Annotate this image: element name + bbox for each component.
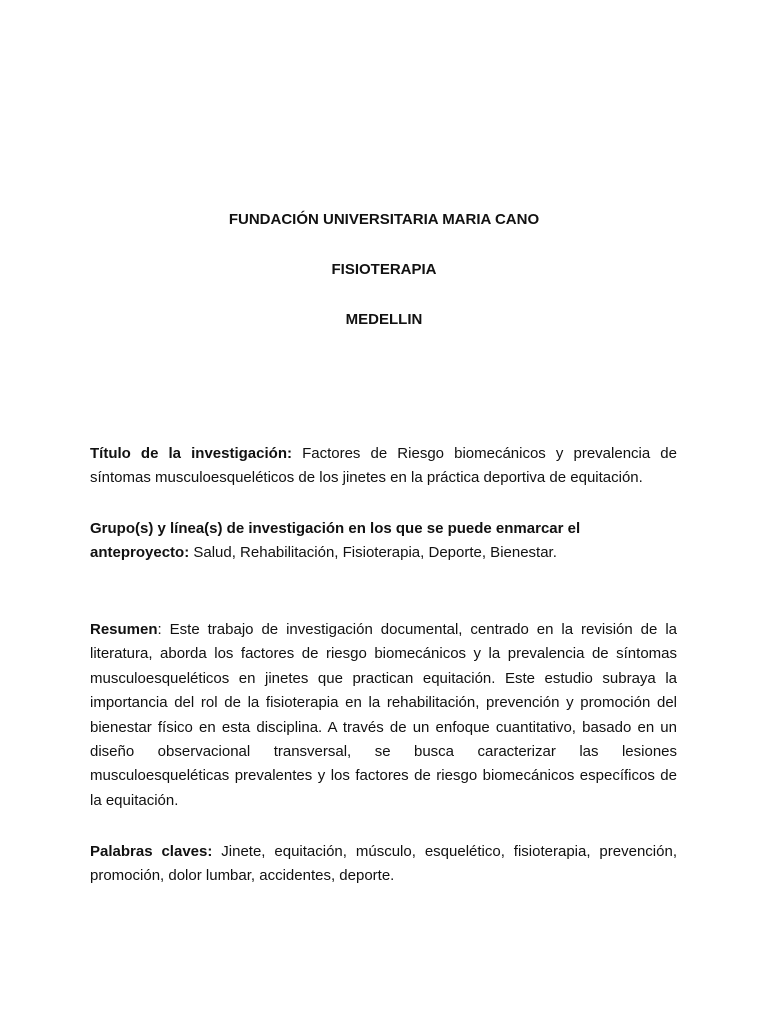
research-title-paragraph bbox=[90, 442, 677, 491]
abstract-label: Resumen bbox=[90, 621, 158, 638]
city-name: MEDELLIN bbox=[345, 311, 423, 328]
research-title-label: Título de la investigación: bbox=[90, 445, 292, 462]
keywords-text: Jinete, equitación, músculo, esquelético, fisioterapia, prevención, promoción, dolor lumbar, accidentes, deporte. bbox=[90, 843, 677, 885]
research-title-text: Factores de Riesgo biomecánicos y prevalencia de síntomas musculoesqueléticos de los jinetes en la práctica deportiva de equitación. bbox=[90, 445, 677, 487]
abstract-text: : Este trabajo de investigación documental, centrado en la revisión de la literatura, aborda los factores de riesgo biomecánicos y la prevalencia de síntomas musculoesqueléticos en jinetes que practican equitación. Este estudio subraya la importancia del rol de la fisioterapia en la rehabilitación, prevención y promoción del bienestar físico en esta disciplina. A través de un enfoque cuantitativo, basado en un diseño observacional transversal, se busca caracterizar las lesiones musculoesqueléticas prevalentes y los factores de riesgo biomecánicos específicos de la equitación. bbox=[90, 621, 677, 809]
research-group-text: Salud, Rehabilitación, Fisioterapia, Deporte, Bienestar. bbox=[189, 544, 557, 562]
abstract-paragraph bbox=[90, 618, 677, 813]
research-group-paragraph bbox=[90, 517, 677, 566]
research-group-label: Grupo(s) y línea(s) de investigación en los que se puede enmarcar el anteproyecto: bbox=[90, 520, 581, 562]
program-name: FISIOTERAPIA bbox=[331, 261, 437, 278]
keywords-label: Palabras claves: bbox=[90, 843, 213, 860]
keywords-paragraph bbox=[90, 840, 677, 889]
institution-name: FUNDACIÓN UNIVERSITARIA MARIA CANO bbox=[228, 211, 540, 228]
